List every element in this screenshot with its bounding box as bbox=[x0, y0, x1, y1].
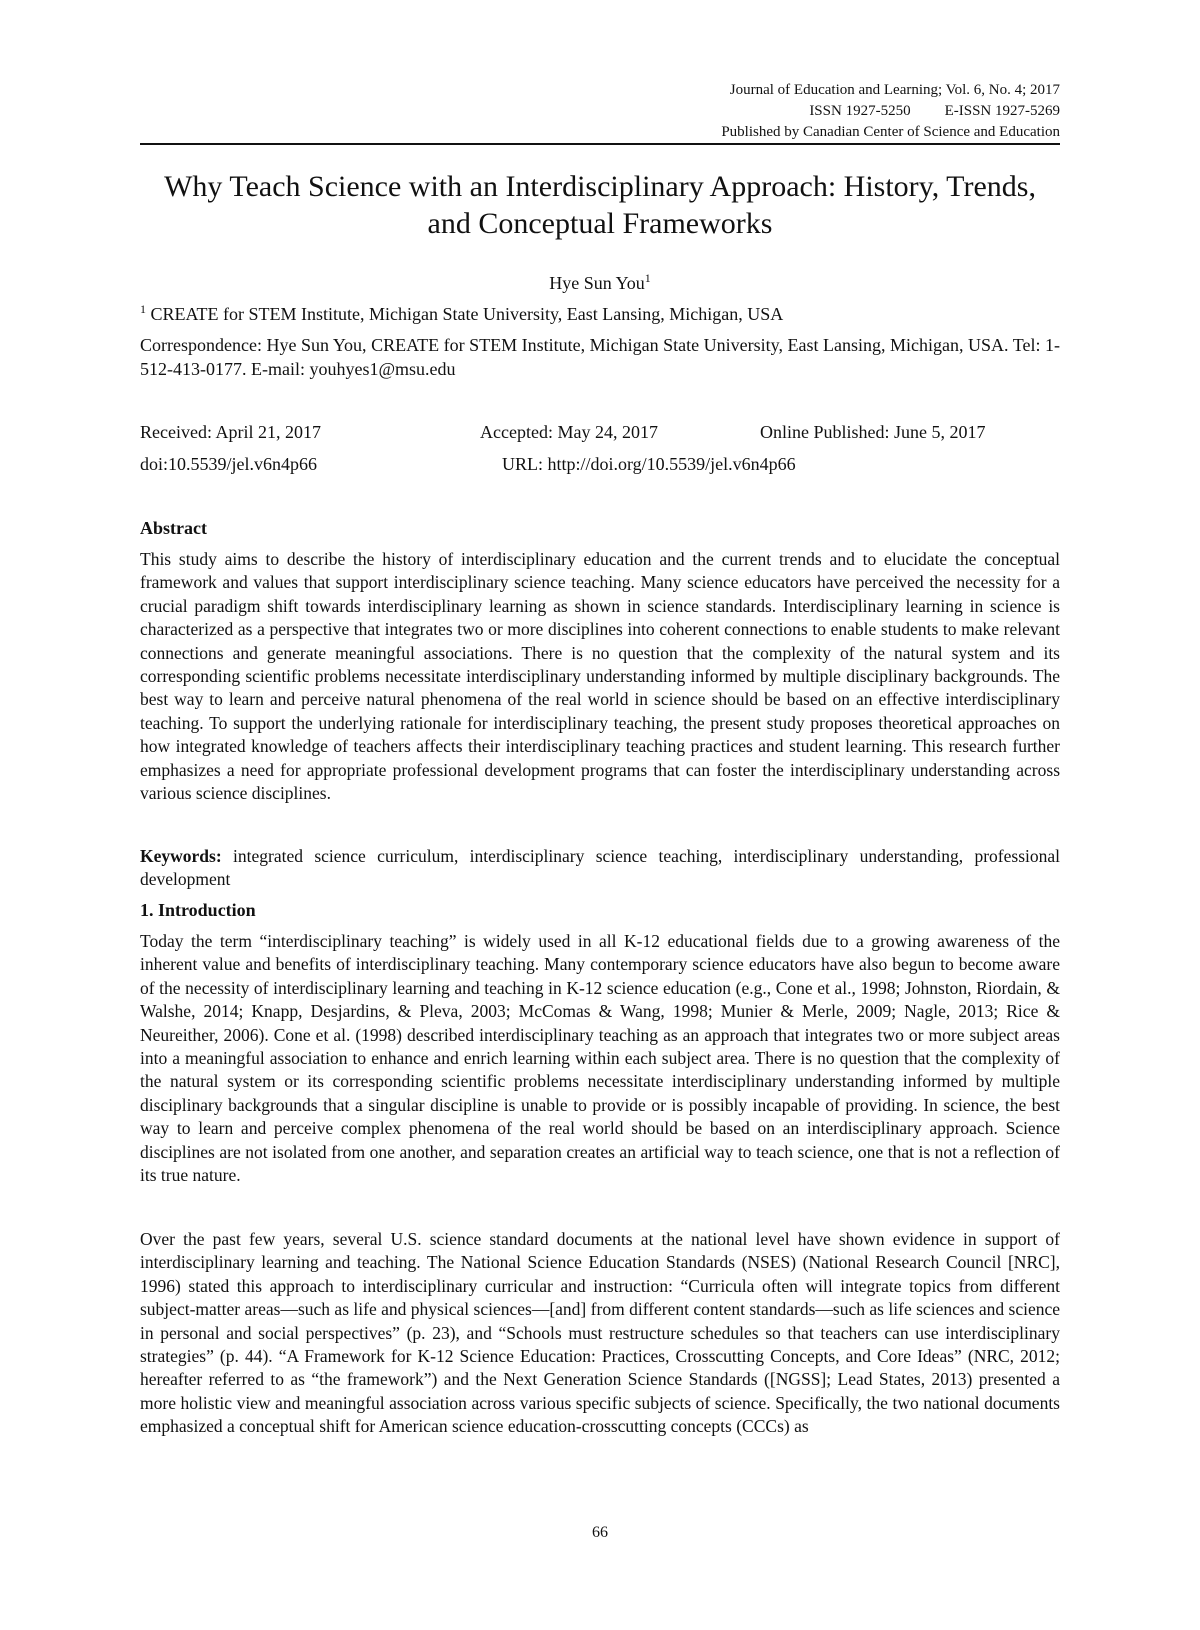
accepted-date: Accepted: May 24, 2017 bbox=[480, 422, 658, 442]
header-divider bbox=[140, 143, 1060, 145]
journal-header bbox=[721, 80, 1060, 143]
received-date: Received: April 21, 2017 bbox=[140, 422, 321, 442]
author-affiliation-marker: 1 bbox=[644, 271, 651, 285]
eissn: E-ISSN 1927-5269 bbox=[944, 103, 1060, 119]
keywords bbox=[140, 845, 1060, 892]
paper-page bbox=[140, 0, 1060, 1630]
affiliation-text: CREATE for STEM Institute, Michigan State University, East Lansing, Michigan, USA bbox=[150, 304, 784, 324]
journal-citation: Journal of Education and Learning; Vol. 6, No. 4; 2017 bbox=[729, 82, 1060, 98]
keywords-label: Keywords: bbox=[140, 846, 222, 866]
doi: doi:10.5539/jel.v6n4p66 bbox=[140, 454, 317, 474]
abstract-text: This study aims to describe the history of interdisciplinary education and the current trends and to elucidate the conceptual framework and values that support interdisciplinary science teaching. Many science educators have perceived the necessity for a crucial paradigm shift towards interdisciplinary learning as shown in science standards. Interdisciplinary learning in science is characterized as a perspective that integrates two or more disciplines into coherent connections to enable students to make relevant connections and generate meaningful associations. There is no question that the complexity of the natural system and its corresponding scientific problems necessitate interdisciplinary understanding informed by multiple disciplinary backgrounds. The best way to learn and perceive natural phenomena of the real world in science should be based on an effective interdisciplinary teaching. To support the underlying rationale for interdisciplinary teaching, the present study proposes theoretical approaches on how integrated knowledge of teachers affects their interdisciplinary teaching practices and student learning. This research further emphasizes a need for appropriate professional development programs that can foster the interdisciplinary understanding across various science disciplines. bbox=[140, 549, 1060, 804]
article-url[interactable]: URL: http://doi.org/10.5539/jel.v6n4p66 bbox=[502, 454, 796, 474]
abstract-heading: Abstract bbox=[140, 518, 207, 538]
article-title: Why Teach Science with an Interdisciplinary Approach: History, Trends, and Conceptual Frameworks bbox=[164, 170, 1036, 240]
published-date: Online Published: June 5, 2017 bbox=[760, 422, 986, 442]
correspondence: Correspondence: Hye Sun You, CREATE for STEM Institute, Michigan State University, East Lansing, Michigan, USA. Tel: 1-512-413-0177. E-mail: youhyes1@msu.edu bbox=[140, 335, 1060, 379]
introduction-paragraph-2: Over the past few years, several U.S. science standard documents at the national level have shown evidence in support of interdisciplinary learning and teaching. The National Science Education Standards (NSES) (National Research Council [NRC], 1996) stated this approach to interdisciplinary curricular and instruction: “Curricula often will integrate topics from different subject-matter areas—such as life and physical sciences—[and] from different content standards—such as life sciences and science in personal and social perspectives” (p. 23), and “Schools must restructure schedules so that teachers can use interdisciplinary strategies” (p. 44). “A Framework for K-12 Science Education: Practices, Crosscutting Concepts, and Core Ideas” (NRC, 2012; hereafter referred to as “the framework”) and the Next Generation Science Standards ([NGSS]; Lead States, 2013) presented a more holistic view and meaningful association across various specific subjects of science. Specifically, the two national documents emphasized a conceptual shift for American science education-crosscutting concepts (CCCs) as bbox=[140, 1229, 1060, 1437]
issn: ISSN 1927-5250 bbox=[809, 103, 911, 119]
page-number: 66 bbox=[592, 1524, 608, 1541]
introduction-paragraph-1: Today the term “interdisciplinary teaching” is widely used in all K-12 educational fields due to a growing awareness of the inherent value and benefits of interdisciplinary teaching. Many contemporary science educators have also begun to become aware of the necessity of interdisciplinary learning and teaching in K-12 science education (e.g., Cone et al., 1998; Johnston, Riordain, & Walshe, 2014; Knapp, Desjardins, & Pleva, 2003; McComas & Wang, 1998; Munier & Merle, 2009; Nagle, 2013; Rice & Neureither, 2006). Cone et al. (1998) described interdisciplinary teaching as an approach that integrates two or more subject areas into a meaningful association to enhance and enrich learning within each subject area. There is no question that the complexity of the natural system or its corresponding scientific problems necessitate interdisciplinary understanding informed by multiple disciplinary backgrounds that a singular discipline is unable to provide or is possibly incapable of providing. In science, the best way to learn and perceive complex phenomena of the real world should be based on an interdisciplinary approach. Science disciplines are not isolated from one another, and separation creates an artificial way to teach science, one that is not a reflection of its true nature. bbox=[140, 931, 1060, 1186]
keywords-text: integrated science curriculum, interdisciplinary science teaching, interdisciplinary understanding, professional development bbox=[140, 846, 1060, 890]
affiliation bbox=[140, 297, 1060, 326]
author-name: Hye Sun You bbox=[549, 273, 645, 293]
introduction-heading: 1. Introduction bbox=[140, 900, 256, 920]
author-line bbox=[140, 266, 1060, 295]
issn-line bbox=[721, 101, 1060, 122]
publisher: Published by Canadian Center of Science and Education bbox=[721, 124, 1060, 140]
affiliation-marker: 1 bbox=[140, 302, 146, 316]
